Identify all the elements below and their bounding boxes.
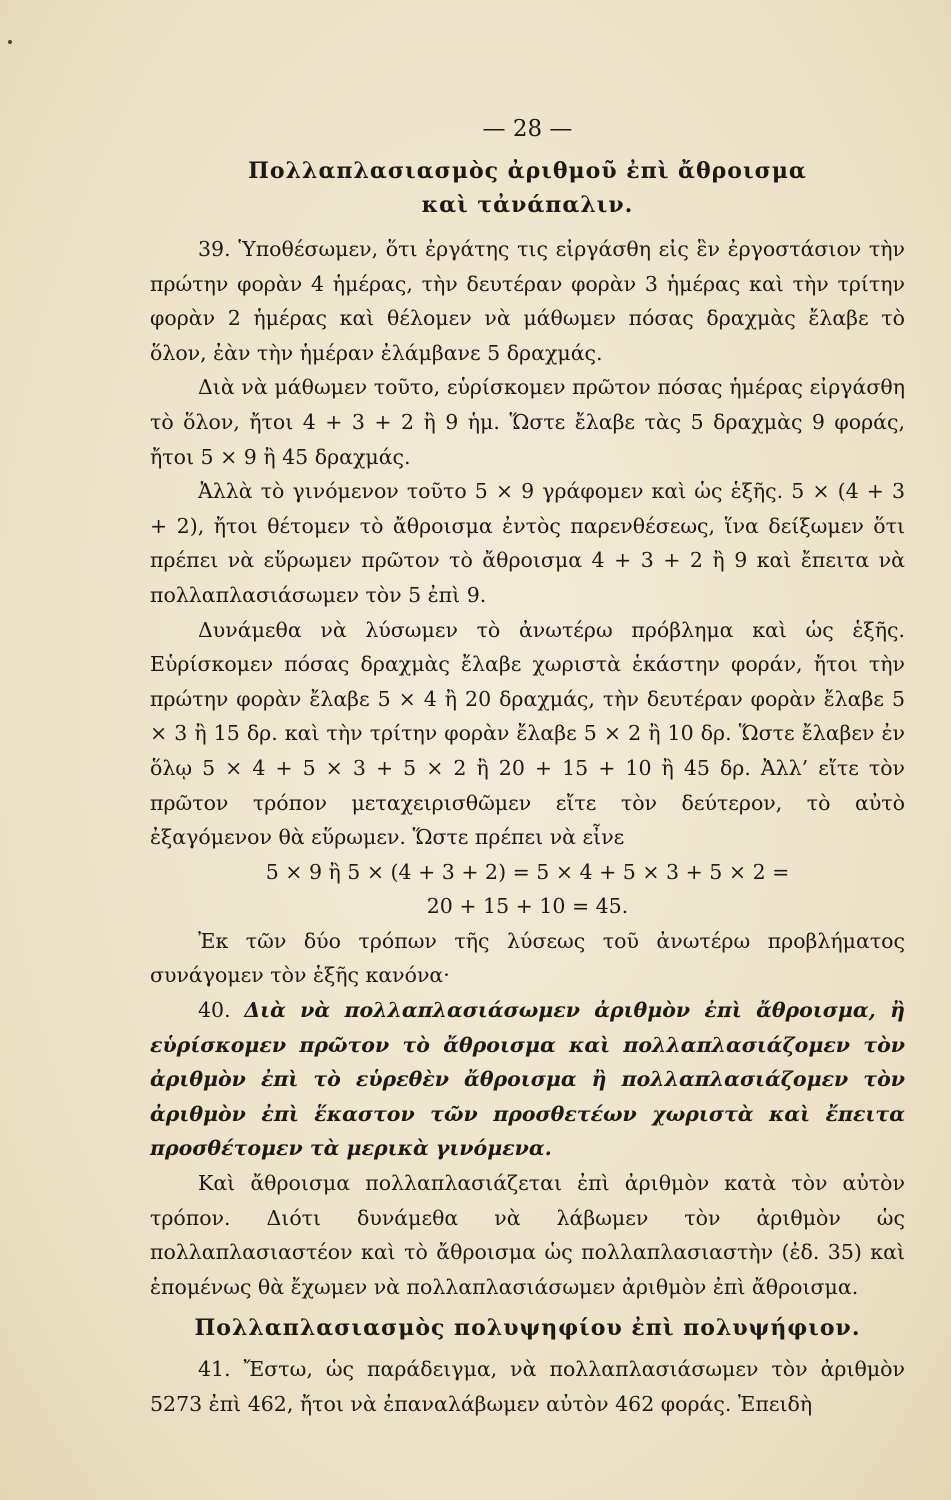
rule-number: 40. [198,998,231,1023]
page-number: — 28 — [482,116,573,142]
section-heading-line-2: καὶ τἀνάπαλιν. [421,192,634,218]
scan-speck [8,40,12,44]
rule-text: Διὰ νὰ πολλαπλασιάσωμεν ἀριθμὸν ἐπὶ ἄθροισμα, ἢ εὑρίσκομεν πρῶτον τὸ ἄθροισμα καὶ πολλαπλασιάζομεν τὸν ἀριθμὸν ἐπὶ τὸ εὑρεθὲν ἄθροισμα ἢ πολλαπλασιάζομεν τὸν ἀριθμὸν ἐπὶ ἕκαστον τῶν προσθετέων χωριστὰ καὶ ἔπειτα προσθέτομεν τὰ μερικὰ γινόμενα. [150,998,905,1161]
paragraph-41: 41. Ἔστω, ὡς παράδειγμα, νὰ πολλαπλασιάσωμεν τὸν ἀριθμὸν 5273 ἐπὶ 462, ἤτοι νὰ ἐπαναλάβωμεν αὐτὸν 462 φοράς. Ἐπειδὴ [150,1357,905,1416]
paragraph-39: 39. Ὑποθέσωμεν, ὅτι ἐργάτης τις εἰργάσθη εἰς ἓν ἐργοστάσιον τὴν πρώτην φορὰν 4 ἡμέρας, τὴν δευτέραν φορὰν 3 ἡμέρας καὶ τὴν τρίτην φορὰν 2 ἡμέρας καὶ θέλομεν νὰ μάθωμεν πόσας δραχμὰς ἔλαβε τὸ ὅλον, ἐὰν τὴν ἡμέραν ἐλάμβανε 5 δραχμάς. [150,237,905,365]
text-column [150,116,905,1422]
paragraph-summary: Ἐκ τῶν δύο τρόπων τῆς λύσεως τοῦ ἀνωτέρω προβλήματος συνάγομεν τὸν ἑξῆς κανόνα· [150,928,905,988]
paragraph-sum-first: Διὰ νὰ μάθωμεν τοῦτο, εὑρίσκομεν πρῶτον πόσας ἡμέρας εἰργάσθη τὸ ὅλον, ἤτοι 4 + 3 + 2 ἢ 9 ἡμ. Ὥστε ἔλαβε τὰς 5 δραχμὰς 9 φοράς, ἤτοι 5 × 9 ἢ 45 δραχμάς. [150,375,905,469]
equation-line-1: 5 × 9 ἢ 5 × (4 + 3 + 2) = 5 × 4 + 5 × 3 + 5 × 2 = [265,859,790,884]
equation-line-2: 20 + 15 + 10 = 45. [426,894,629,919]
paragraph-parenthesis: Ἀλλὰ τὸ γινόμενον τοῦτο 5 × 9 γράφομεν καὶ ὡς ἑξῆς. 5 × (4 + 3 + 2), ἤτοι θέτομεν τὸ ἄθροισμα ἐντὸς παρενθέσεως, ἵνα δείξωμεν ὅτι πρέπει νὰ εὕρωμεν πρῶτον τὸ ἄθροισμα 4 + 3 + 2 ἢ 9 καὶ ἔπειτα νὰ πολλαπλασιάσωμεν τὸν 5 ἐπὶ 9. [150,479,905,607]
paragraph-after-rule: Καὶ ἄθροισμα πολλαπλασιάζεται ἐπὶ ἀριθμὸν κατὰ τὸν αὐτὸν τρόπον. Διότι δυνάμεθα νὰ λάβωμεν τὸν ἀριθμὸν ὡς πολλαπλασιαστέον καὶ τὸ ἄθροισμα ὡς πολλαπλασιαστὴν (ἐδ. 35) καὶ ἑπομένως θὰ ἔχωμεν νὰ πολλαπλασιάσωμεν ἀριθμὸν ἐπὶ ἄθροισμα. [150,1171,905,1299]
section-heading-line-1: Πολλαπλασιασμὸς ἀριθμοῦ ἐπὶ ἄθροισμα [248,158,807,184]
paragraph-second-method: Δυνάμεθα νὰ λύσωμεν τὸ ἀνωτέρω πρόβλημα καὶ ὡς ἑξῆς. Εὑρίσκομεν πόσας δραχμὰς ἔλαβε χωριστὰ ἑκάστην φοράν, ἤτοι τὴν πρώτην φορὰν ἔλαβε 5 × 4 ἢ 20 δραχμάς, τὴν δευτέραν φορὰν ἔλαβε 5 × 3 ἢ 15 δρ. καὶ τὴν τρίτην φορὰν ἔλαβε 5 × 2 ἢ 10 δρ. Ὥστε ἔλαβεν ἐν ὅλῳ 5 × 4 + 5 × 3 + 5 × 2 ἢ 20 + 15 + 10 ἢ 45 δρ. Ἀλλ’ εἴτε τὸν πρῶτον τρόπον μεταχειρισθῶμεν εἴτε τὸν δεύτερον, τὸ αὐτὸ ἐξαγόμενον θὰ εὕρωμεν. Ὥστε πρέπει νὰ εἶνε [150,617,905,850]
section-heading-multidigit: Πολλαπλασιασμὸς πολυψηφίου ἐπὶ πολυψήφιον. [194,1315,861,1342]
rule-paragraph [150,993,905,1166]
